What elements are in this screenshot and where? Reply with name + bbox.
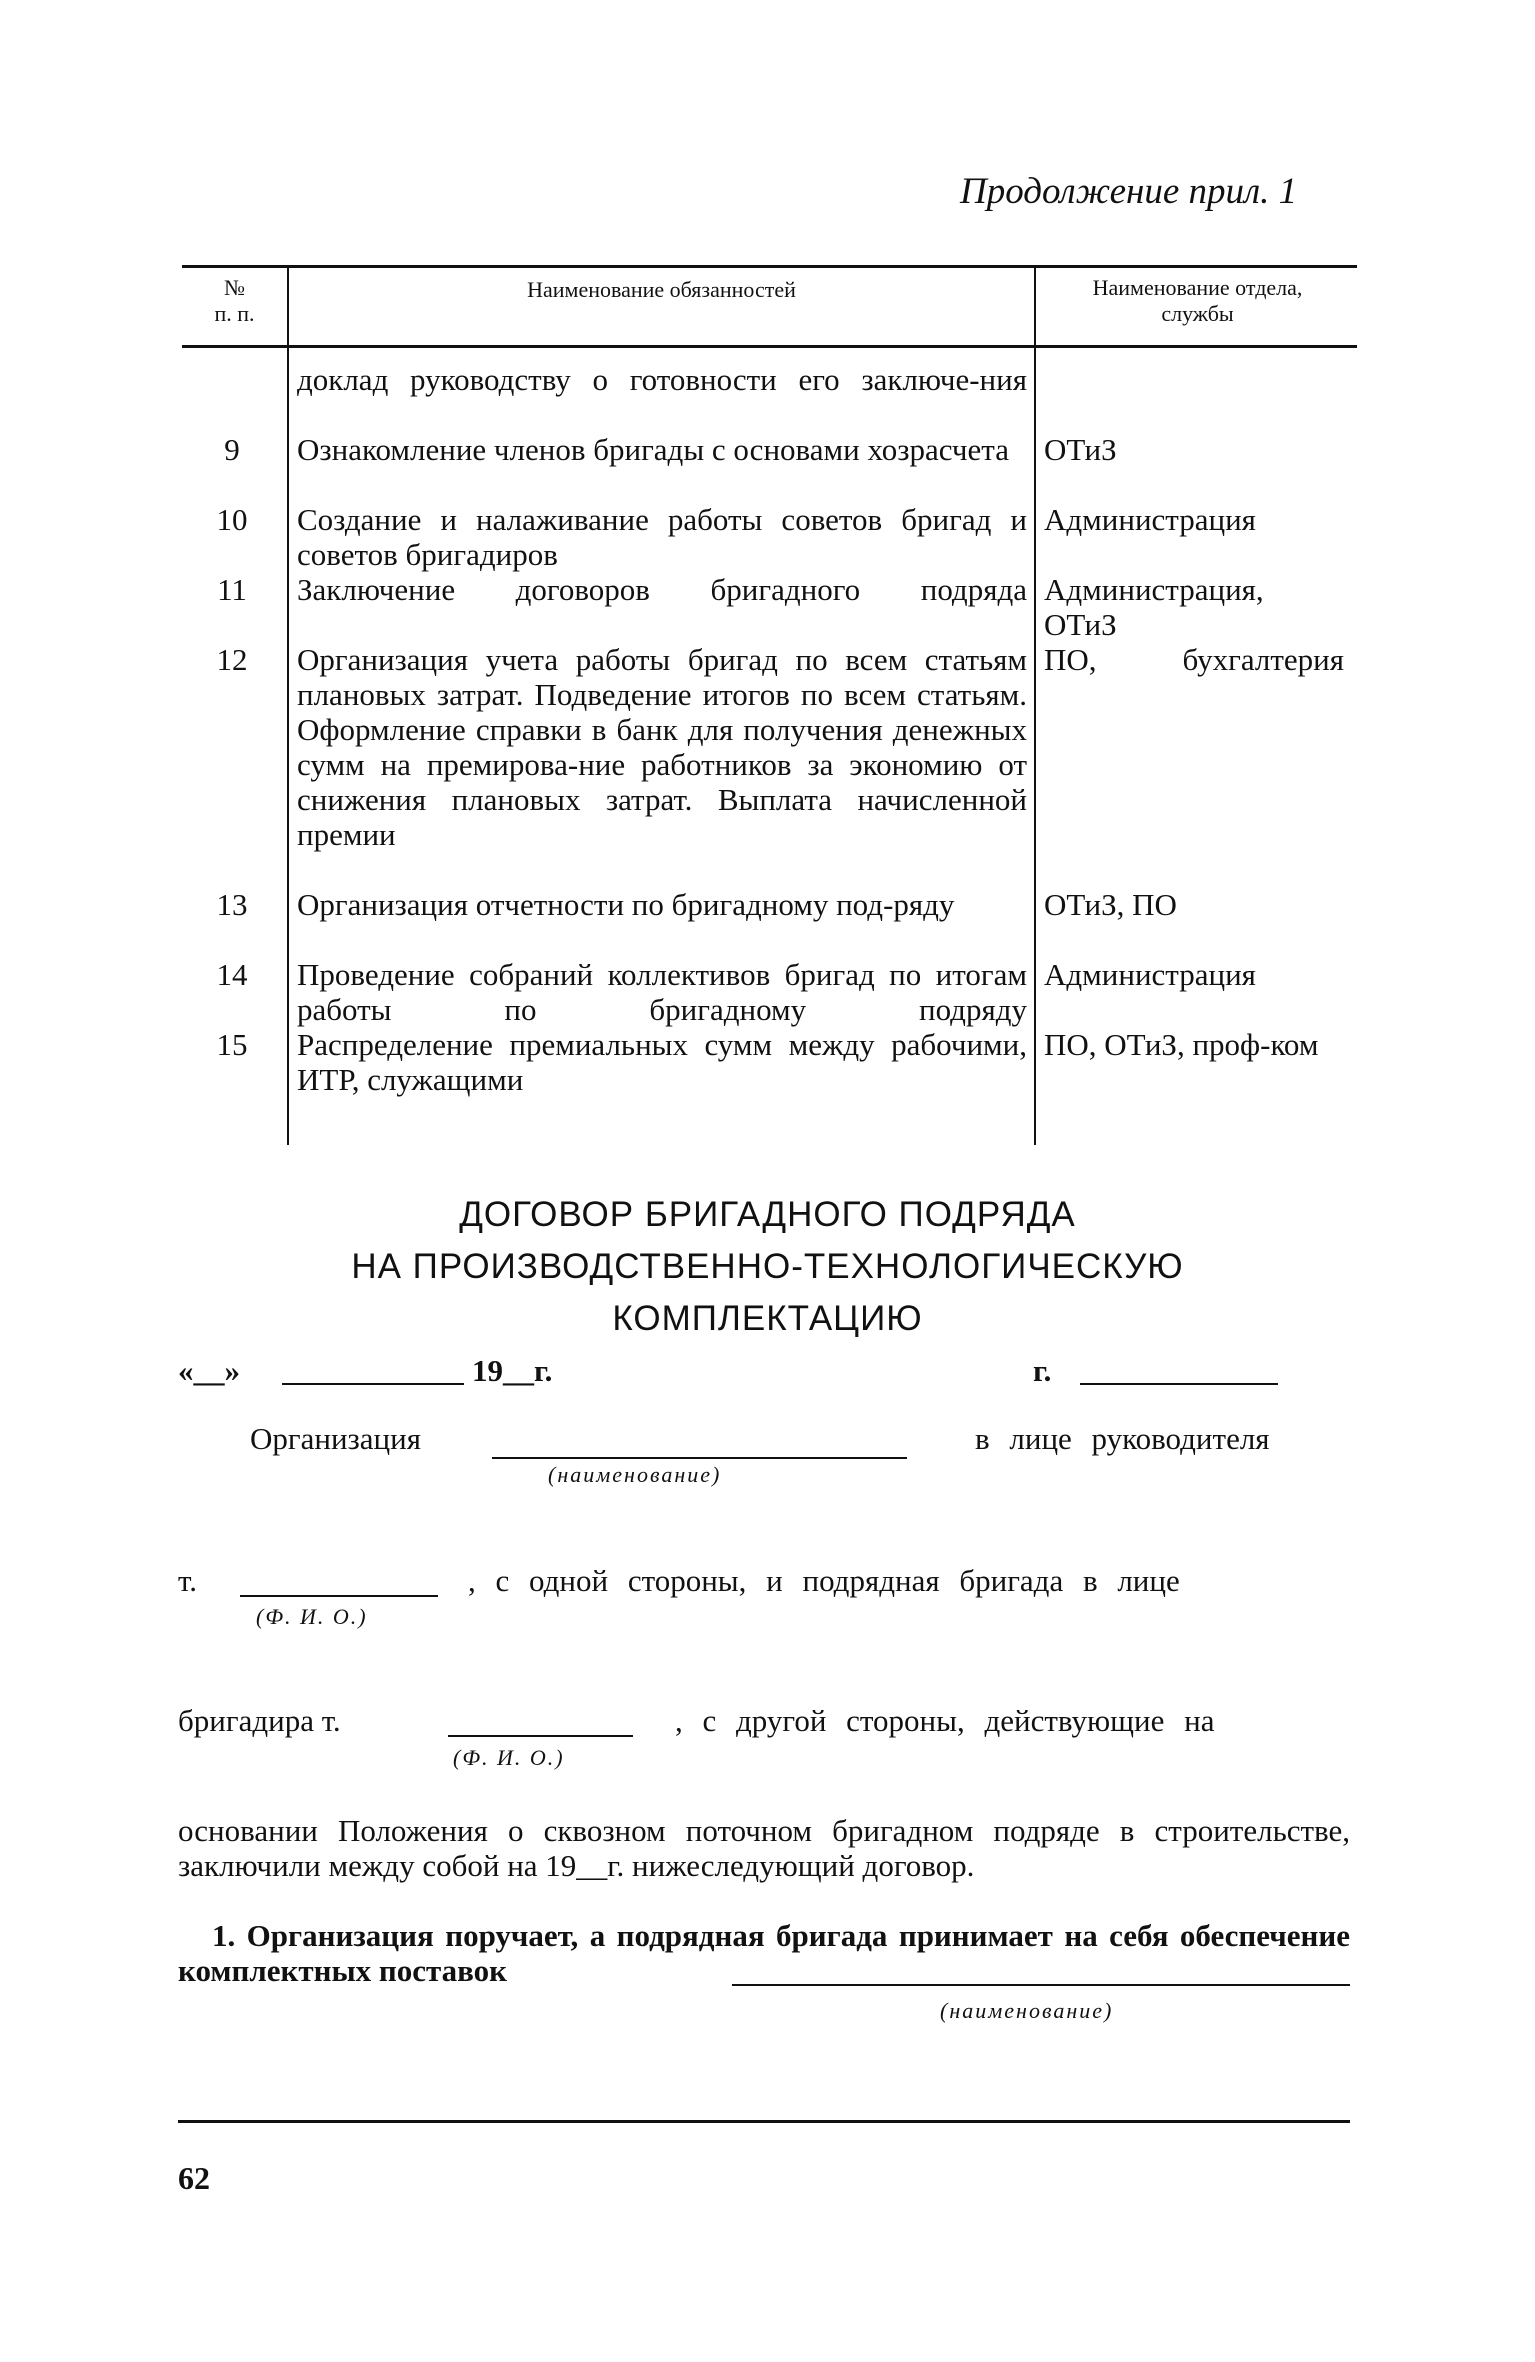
table-row-num: 10 xyxy=(216,502,248,537)
header-duty: Наименование обязанностей xyxy=(527,277,796,302)
basis-paragraph: основании Положения о сквозном поточном бригадном подряде в строительстве, заключили между собой на 19__г. нижеследующий договор. xyxy=(178,1813,1350,1883)
contract-title-line-1: ДОГОВОР БРИГАДНОГО ПОДРЯДА xyxy=(459,1195,1076,1234)
foreman-label: бригадира т. xyxy=(178,1703,341,1738)
table-row-num: 13 xyxy=(216,887,248,922)
other-side-text: , с другой стороны, действующие на xyxy=(675,1703,1215,1738)
table-row-duty: Создание и налаживание работы советов бригад и советов бригадиров xyxy=(297,502,1027,572)
table-row-num: 11 xyxy=(217,572,247,607)
one-side-text: , с одной стороны, и подрядная бригада в лице xyxy=(468,1563,1180,1598)
footer-rule xyxy=(178,2120,1350,2123)
t-label: т. xyxy=(178,1563,197,1598)
table-row-dept: ПО, бухгалтерия xyxy=(1044,642,1344,677)
table-row-duty: Ознакомление членов бригады с основами хозрасчета xyxy=(297,432,1009,467)
org-name-hint: (наименование) xyxy=(548,1462,722,1487)
table-row-duty: Проведение собраний коллективов бригад по итогам работы по бригадному подряду xyxy=(297,957,1027,1027)
date-day-field: «__» xyxy=(178,1353,240,1388)
table-row-num: 12 xyxy=(216,642,248,677)
table-row-dept: ПО, ОТиЗ, проф-ком xyxy=(1044,1027,1319,1062)
clause-1: 1. Организация поручает, а подрядная бригада принимает на себя обеспечение комплектных поставок xyxy=(178,1918,1350,1988)
continued-caption: Продолжение прил. 1 xyxy=(960,171,1298,212)
head-label: в лице руководителя xyxy=(975,1421,1270,1456)
header-num: № п. п. xyxy=(214,275,255,326)
table-row-duty: Заключение договоров бригадного подряда xyxy=(297,572,1027,607)
table-row-duty: Организация учета работы бригад по всем статьям плановых затрат. Подведение итогов по всем статьям. Оформление справки в банк для получения денежных сумм на премирова-ние работников за экономию от снижения плановых затрат. Выплата начисленной премии xyxy=(297,642,1027,852)
table-row-dept: ОТиЗ, ПО xyxy=(1044,887,1177,922)
org-name-line xyxy=(492,1457,907,1459)
date-month-line xyxy=(282,1383,464,1385)
delivery-name-line xyxy=(732,1984,1350,1986)
table-row-dept: ОТиЗ xyxy=(1044,432,1117,467)
duties-table xyxy=(182,265,1357,1145)
date-year: 19__г. xyxy=(472,1353,553,1388)
org-label: Организация xyxy=(250,1421,421,1456)
table-col-divider-1 xyxy=(287,265,289,1145)
table-top-rule xyxy=(182,265,1357,268)
table-row-dept: Администрация xyxy=(1044,502,1256,537)
table-row-duty: доклад руководству о готовности его заключе-ния xyxy=(297,362,1027,397)
table-row-duty: Организация отчетности по бригадному под-ряду xyxy=(297,887,955,922)
table-row-dept: Администрация xyxy=(1044,957,1256,992)
header-dept: Наименование отдела, службы xyxy=(1092,275,1303,326)
table-row-duty: Распределение премиальных сумм между рабочими, ИТР, служащими xyxy=(297,1027,1027,1097)
foreman-fio-hint: (Ф. И. О.) xyxy=(453,1745,565,1770)
table-col-divider-2 xyxy=(1034,265,1036,1145)
foreman-fio-line xyxy=(448,1735,633,1737)
head-fio-hint: (Ф. И. О.) xyxy=(256,1604,368,1629)
table-row-num: 14 xyxy=(216,957,248,992)
page-number: 62 xyxy=(178,2160,210,2196)
delivery-name-hint: (наименование) xyxy=(940,1998,1114,2023)
city-label: г. xyxy=(1033,1353,1052,1388)
city-line xyxy=(1080,1383,1278,1385)
head-fio-line xyxy=(240,1595,438,1597)
table-row-num: 9 xyxy=(224,432,240,467)
table-row-num: 15 xyxy=(216,1027,248,1062)
contract-title-line-2: НА ПРОИЗВОДСТВЕННО-ТЕХНОЛОГИЧЕСКУЮ xyxy=(351,1247,1184,1286)
table-row-dept: Администрация, ОТиЗ xyxy=(1044,572,1264,642)
table-header-rule xyxy=(182,345,1357,348)
contract-title-line-3: КОМПЛЕКТАЦИЮ xyxy=(612,1299,923,1338)
